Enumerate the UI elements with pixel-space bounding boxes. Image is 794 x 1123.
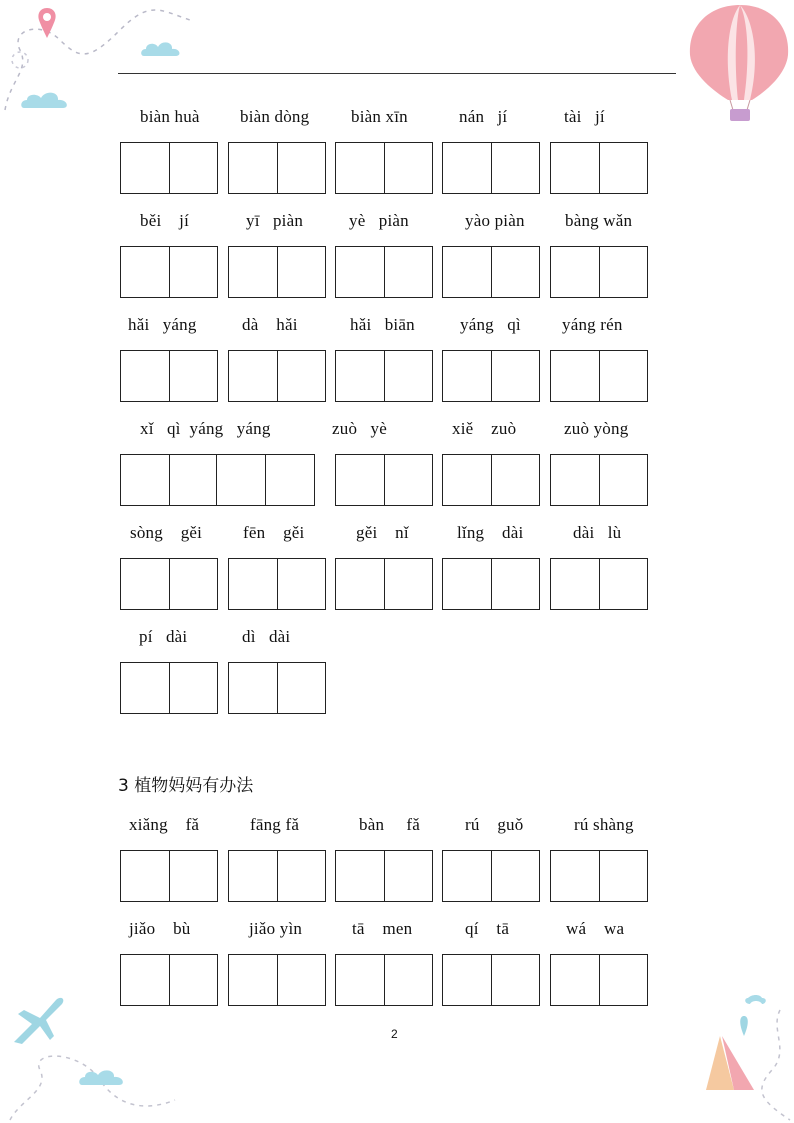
writing-cell[interactable] — [336, 247, 384, 297]
writing-cell[interactable] — [121, 851, 169, 901]
writing-cell[interactable] — [229, 955, 277, 1005]
writing-grid[interactable] — [120, 558, 218, 610]
writing-grid-four[interactable] — [120, 454, 315, 506]
writing-cell[interactable] — [551, 851, 599, 901]
writing-cell[interactable] — [384, 559, 432, 609]
pinyin-label: fāng fǎ — [250, 815, 300, 834]
pinyin-label: fēn gěi — [243, 523, 305, 542]
writing-grid[interactable] — [228, 558, 326, 610]
header-rule — [118, 73, 676, 74]
pinyin-label: hǎi biān — [350, 315, 415, 334]
pinyin-label: dì dài — [242, 627, 291, 646]
writing-cell[interactable] — [121, 247, 169, 297]
writing-grid[interactable] — [228, 246, 326, 298]
writing-grid[interactable] — [550, 454, 648, 506]
writing-grid[interactable] — [335, 246, 433, 298]
writing-grid[interactable] — [120, 246, 218, 298]
writing-grid[interactable] — [120, 662, 218, 714]
pinyin-label: biàn dòng — [240, 107, 310, 126]
writing-cell[interactable] — [443, 955, 491, 1005]
writing-cell[interactable] — [443, 247, 491, 297]
pinyin-label: rú guǒ — [465, 815, 524, 834]
writing-grid[interactable] — [442, 558, 540, 610]
writing-cell[interactable] — [491, 455, 539, 505]
writing-cell[interactable] — [491, 955, 539, 1005]
writing-grid[interactable] — [442, 350, 540, 402]
writing-grid[interactable] — [120, 850, 218, 902]
writing-cell[interactable] — [599, 455, 647, 505]
pinyin-label: zuò yè — [332, 419, 387, 438]
pinyin-label: yī piàn — [246, 211, 304, 230]
writing-cell[interactable] — [121, 559, 169, 609]
writing-cell[interactable] — [229, 247, 277, 297]
location-pin-icon — [36, 6, 58, 40]
writing-grid[interactable] — [335, 850, 433, 902]
pinyin-label: yào piàn — [465, 211, 525, 230]
writing-cell[interactable] — [384, 351, 432, 401]
writing-grid[interactable] — [550, 246, 648, 298]
writing-grid[interactable] — [120, 350, 218, 402]
pinyin-label: bàn fǎ — [359, 815, 421, 834]
pinyin-label: tā men — [352, 919, 413, 938]
page-number: 2 — [391, 1027, 398, 1041]
writing-cell[interactable] — [384, 143, 432, 193]
writing-cell[interactable] — [551, 143, 599, 193]
writing-cell[interactable] — [121, 455, 169, 505]
writing-cell[interactable] — [121, 663, 169, 713]
writing-grid[interactable] — [228, 142, 326, 194]
writing-grid[interactable] — [442, 246, 540, 298]
writing-cell[interactable] — [551, 955, 599, 1005]
writing-grid[interactable] — [442, 142, 540, 194]
pinyin-label: yáng rén — [562, 315, 623, 334]
pinyin-label: gěi nǐ — [356, 523, 409, 542]
writing-grid[interactable] — [550, 850, 648, 902]
pinyin-label: wá wa — [566, 919, 625, 938]
writing-grid[interactable] — [228, 850, 326, 902]
writing-cell[interactable] — [551, 559, 599, 609]
writing-cell[interactable] — [277, 851, 325, 901]
pinyin-label: biàn huà — [140, 107, 200, 126]
writing-cell[interactable] — [169, 247, 217, 297]
writing-cell[interactable] — [599, 247, 647, 297]
pinyin-label: dà hǎi — [242, 315, 298, 334]
pinyin-label: sòng gěi — [130, 523, 203, 542]
writing-cell[interactable] — [277, 663, 325, 713]
writing-cell[interactable] — [599, 143, 647, 193]
writing-cell[interactable] — [229, 851, 277, 901]
pinyin-label: jiǎo bù — [129, 919, 191, 938]
writing-cell[interactable] — [277, 247, 325, 297]
pinyin-label: xiǎng fǎ — [129, 815, 200, 834]
writing-grid[interactable] — [442, 850, 540, 902]
writing-cell[interactable] — [551, 247, 599, 297]
writing-grid[interactable] — [550, 558, 648, 610]
writing-cell[interactable] — [169, 455, 217, 505]
pinyin-label: bàng wǎn — [565, 211, 633, 230]
section-title: 3 植物妈妈有办法 — [118, 776, 254, 796]
writing-cell[interactable] — [491, 559, 539, 609]
writing-cell[interactable] — [384, 955, 432, 1005]
writing-cell[interactable] — [277, 143, 325, 193]
writing-grid[interactable] — [335, 454, 433, 506]
writing-grid[interactable] — [120, 142, 218, 194]
pinyin-label: xiě zuò — [452, 419, 517, 438]
writing-cell[interactable] — [336, 955, 384, 1005]
writing-grid[interactable] — [442, 454, 540, 506]
writing-cell[interactable] — [443, 851, 491, 901]
pinyin-label: qí tā — [465, 919, 510, 938]
pinyin-label: pí dài — [139, 627, 188, 646]
writing-cell[interactable] — [551, 455, 599, 505]
writing-cell[interactable] — [169, 955, 217, 1005]
corner-doodle-bottom-right — [700, 990, 794, 1123]
writing-cell[interactable] — [491, 851, 539, 901]
writing-cell[interactable] — [121, 143, 169, 193]
writing-grid[interactable] — [550, 954, 648, 1006]
writing-cell[interactable] — [336, 143, 384, 193]
writing-grid[interactable] — [335, 142, 433, 194]
writing-cell[interactable] — [599, 851, 647, 901]
writing-cell[interactable] — [277, 559, 325, 609]
writing-cell[interactable] — [384, 247, 432, 297]
pinyin-label: xǐ qì yáng yáng — [140, 419, 271, 438]
cloud-icon — [20, 88, 72, 112]
writing-cell[interactable] — [443, 143, 491, 193]
pinyin-label: dài lù — [573, 523, 622, 542]
writing-grid[interactable] — [228, 350, 326, 402]
writing-cell[interactable] — [384, 851, 432, 901]
writing-cell[interactable] — [229, 559, 277, 609]
writing-cell[interactable] — [336, 455, 384, 505]
writing-cell[interactable] — [121, 955, 169, 1005]
pinyin-label: zuò yòng — [564, 419, 629, 438]
writing-grid[interactable] — [120, 954, 218, 1006]
writing-cell[interactable] — [336, 559, 384, 609]
writing-grid[interactable] — [228, 954, 326, 1006]
writing-cell[interactable] — [265, 455, 313, 505]
hot-air-balloon-icon — [680, 0, 794, 130]
writing-cell[interactable] — [277, 351, 325, 401]
writing-cell[interactable] — [169, 851, 217, 901]
writing-cell[interactable] — [229, 351, 277, 401]
writing-cell[interactable] — [169, 663, 217, 713]
writing-cell[interactable] — [169, 143, 217, 193]
writing-grid[interactable] — [442, 954, 540, 1006]
writing-cell[interactable] — [443, 559, 491, 609]
writing-grid[interactable] — [335, 558, 433, 610]
pinyin-label: hǎi yáng — [128, 315, 197, 334]
writing-cell[interactable] — [551, 351, 599, 401]
writing-cell[interactable] — [599, 559, 647, 609]
writing-cell[interactable] — [169, 351, 217, 401]
writing-cell[interactable] — [229, 143, 277, 193]
writing-cell[interactable] — [599, 955, 647, 1005]
writing-cell[interactable] — [599, 351, 647, 401]
writing-cell[interactable] — [336, 351, 384, 401]
writing-cell[interactable] — [169, 559, 217, 609]
writing-grid[interactable] — [550, 350, 648, 402]
pinyin-label: jiǎo yìn — [249, 919, 303, 938]
pinyin-label: biàn xīn — [351, 107, 408, 126]
pinyin-label: yáng qì — [460, 315, 521, 334]
writing-grid[interactable] — [228, 662, 326, 714]
writing-cell[interactable] — [491, 247, 539, 297]
writing-cell[interactable] — [121, 351, 169, 401]
writing-grid[interactable] — [550, 142, 648, 194]
writing-cell[interactable] — [217, 455, 265, 505]
pinyin-label: tài jí — [564, 107, 605, 126]
pinyin-label: rú shàng — [574, 815, 634, 834]
writing-grid[interactable] — [335, 350, 433, 402]
writing-cell[interactable] — [336, 851, 384, 901]
writing-cell[interactable] — [384, 455, 432, 505]
cloud-icon — [140, 38, 184, 60]
writing-cell[interactable] — [229, 663, 277, 713]
pinyin-label: nán jí — [459, 107, 508, 126]
writing-cell[interactable] — [443, 455, 491, 505]
writing-cell[interactable] — [277, 955, 325, 1005]
writing-cell[interactable] — [491, 351, 539, 401]
pinyin-label: běi jí — [140, 211, 190, 230]
writing-cell[interactable] — [491, 143, 539, 193]
pinyin-label: lǐng dài — [457, 523, 524, 542]
cloud-icon — [78, 1066, 128, 1088]
pinyin-label: yè piàn — [349, 211, 409, 230]
writing-grid[interactable] — [335, 954, 433, 1006]
writing-cell[interactable] — [443, 351, 491, 401]
